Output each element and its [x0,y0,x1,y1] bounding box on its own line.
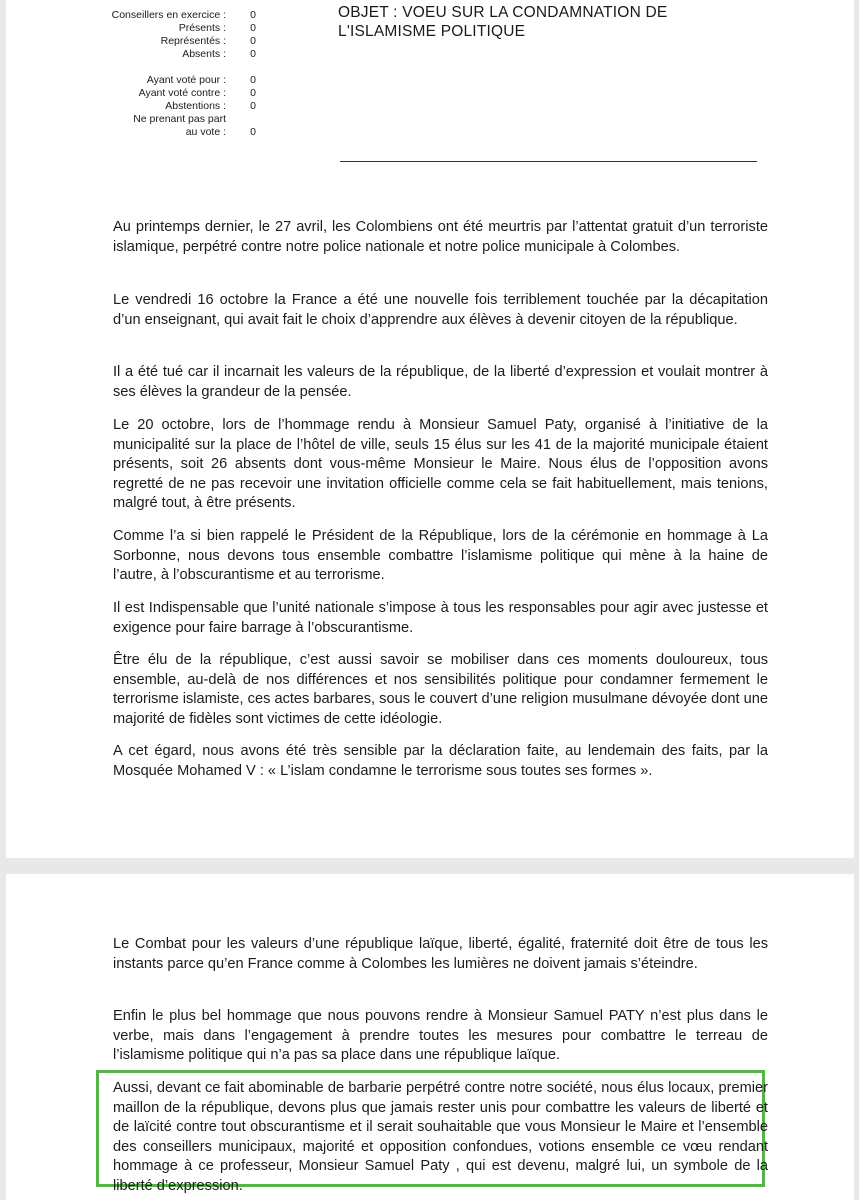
paragraph: Comme l’a si bien rappelé le Président de la République, lors de la cérémonie en hommage à La Sorbonne, nous devons tous ensemble combattre l’islamisme politique qui mène à la haine de l’autre, à l’obscurantisme et au terrorisme. [113,528,768,583]
vote-label: Abstentions : [165,100,226,112]
subject-divider [340,161,757,162]
vote-label: Ayant voté pour : [146,74,226,86]
vote-value: 0 [250,35,256,47]
paragraph: Être élu de la république, c’est aussi savoir se mobiliser dans ces moments douloureux, tous ensemble, au-delà de nos différences et nos sensibilités politique pour condamner fermement le terrorisme islamiste, ces actes barbares, sous le couvert d’une religion musulmane dévoyée dont une majorité de fidèles sont victimes de cette idéologie. [113,652,768,727]
vote-row-contre [98,87,268,100]
paragraph: A cet égard, nous avons été très sensible par la déclaration faite, au lendemain des faits, par la Mosquée Mohamed V : « L’islam condamne le terrorisme sous toutes ses formes ». [113,743,768,779]
vote-value: 0 [250,74,256,86]
vote-row-pour [98,74,268,87]
vote-label: Représentés : [160,35,226,47]
vote-summary-table [98,9,268,139]
vote-label: Ne prenant pas part [133,113,226,125]
vote-spacer [98,61,268,74]
vote-row-presents [98,22,268,35]
vote-row-absents [98,48,268,61]
vote-label: Présents : [178,22,226,34]
subject-line-2: L'ISLAMISME POLITIQUE [338,23,526,40]
vote-row-ne-prenant-part [98,113,268,126]
vote-label: Conseillers en exercice : [111,9,226,21]
vote-value: 0 [250,87,256,99]
vote-value: 0 [250,48,256,60]
paragraph: Il est Indispensable que l’unité nationale s’impose à tous les responsables pour agir avec justesse et exigence pour faire barrage à l’obscurantisme. [113,600,768,636]
vote-label: Ayant voté contre : [138,87,226,99]
paragraph: Le vendredi 16 octobre la France a été une nouvelle fois terriblement touchée par la décapitation d’un enseignant, qui avait fait le choix d’apprendre aux élèves à devenir citoyen de la république. [113,292,768,328]
paragraph: Le 20 octobre, lors de l’hommage rendu à Monsieur Samuel Paty, organisé à l’initiative de la municipalité sur la place de l’hôtel de ville, seuls 15 élus sur les 41 de la majorité municipale étaient présents, soit 26 absents dont vous-même Monsieur le Maire. Nous élus de l’opposition avons regretté de ne pas recevoir une invitation officielle comme cela se fait habituellement, mais tenions, malgré tout, à être présents. [113,417,768,511]
paragraph: Au printemps dernier, le 27 avril, les Colombiens ont été meurtris par l’attentat gratuit d’un terroriste islamique, perpétré contre notre police nationale et notre police municipale à Colombes. [113,219,768,255]
vote-row-au-vote [98,126,268,139]
vote-row-abstentions [98,100,268,113]
document-subject [338,3,818,41]
document-page-1 [6,0,854,858]
document-page-2 [6,874,854,1200]
paragraph: Il a été tué car il incarnait les valeurs de la république, de la liberté d’expression et voulait montrer à ses élèves la grandeur de la pensée. [113,364,768,400]
vote-label: au vote : [185,126,226,138]
vote-value: 0 [250,126,256,138]
vote-value [226,113,256,126]
vote-row-representes [98,35,268,48]
vote-row-conseillers [98,9,268,22]
vote-value: 0 [250,9,256,21]
vote-label: Absents : [182,48,226,60]
paragraph: Le Combat pour les valeurs d’une république laïque, liberté, égalité, fraternité doit être de tous les instants parce qu’en France comme à Colombes les lumières ne doivent jamais s’éteindre. [113,936,768,972]
vote-value: 0 [250,22,256,34]
highlighted-paragraph: Aussi, devant ce fait abominable de barbarie perpétré contre notre société, nous élus locaux, premier maillon de la république, devons plus que jamais rester unis pour combattre les valeurs de liberté et de laïcité contre tout obscurantisme et il serait souhaitable que vous Monsieur le Maire et l’ensemble des conseillers municipaux, majorité et opposition confondues, votions ensemble ce vœu rendant hommage à ce professeur, Monsieur Samuel Paty , qui est devenu, malgré lui, un symbole de la liberté d’expression. [113,1080,768,1194]
vote-value: 0 [250,100,256,112]
paragraph: Enfin le plus bel hommage que nous pouvons rendre à Monsieur Samuel PATY n’est plus dans le verbe, mais dans l’engagement à prendre toutes les mesures pour combattre le terreau de l’islamisme politique qui n’a pas sa place dans une république laïque. [113,1008,768,1063]
subject-line-1: OBJET : VOEU SUR LA CONDAMNATION DE [338,4,668,21]
